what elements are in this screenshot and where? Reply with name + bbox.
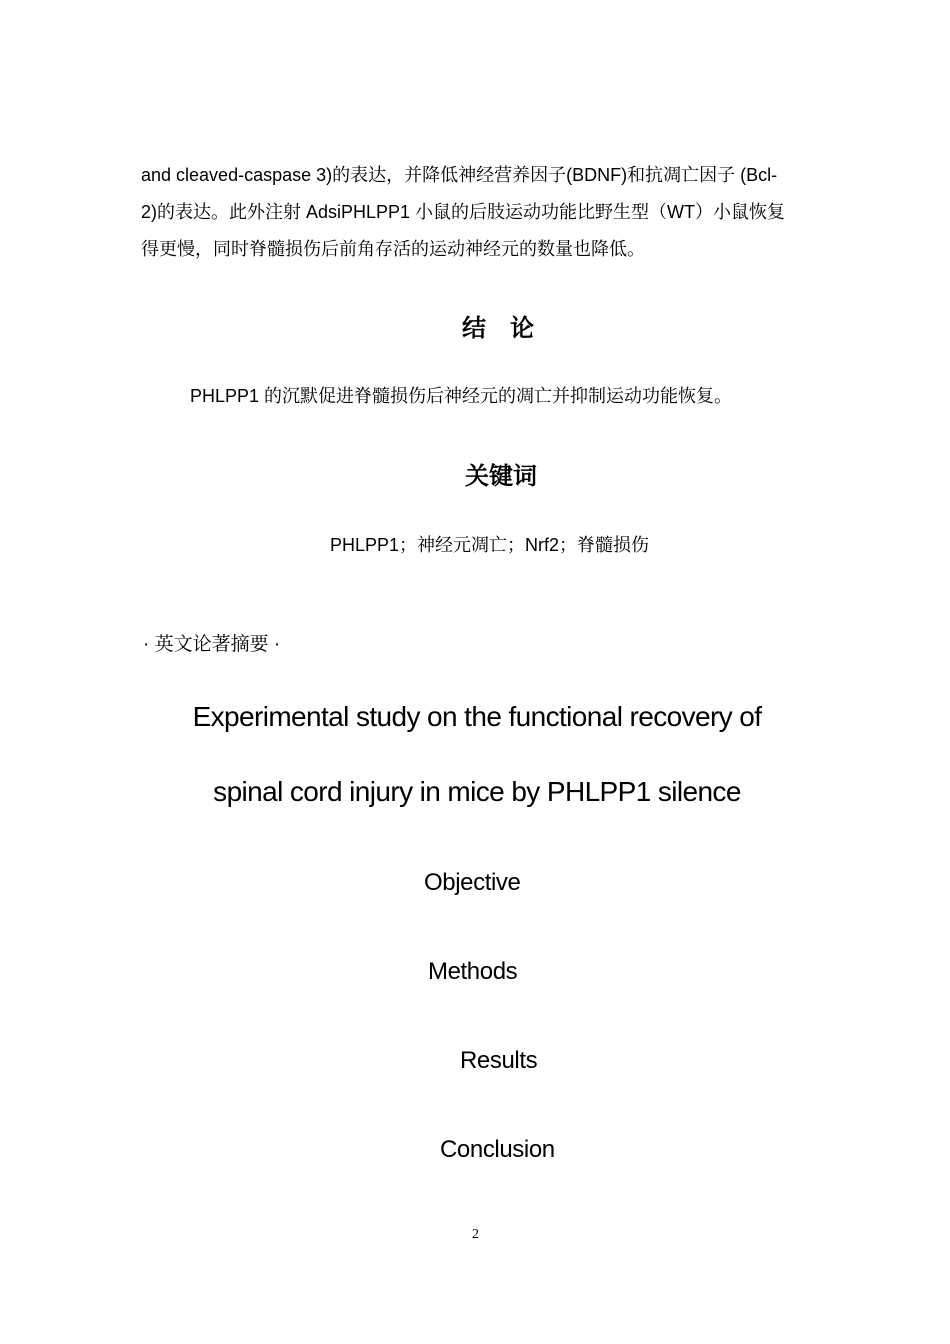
keywords-heading: 关键词 (465, 463, 537, 490)
results-paragraph-line-3: 得更慢，同时脊髓损伤后前角存活的运动神经元的数量也降低。 (141, 239, 645, 259)
results-heading: Results (460, 1047, 538, 1074)
english-abstract-section-label: · 英文论著摘要 · (143, 634, 281, 655)
results-paragraph-line-1: and cleaved-caspase 3)的表达，并降低神经营养因子(BDNF)和抗凋亡因子 (Bcl- (141, 165, 778, 185)
english-title-line-1: Experimental study on the functional recovery of (192, 701, 762, 732)
page-number: 2 (472, 1227, 479, 1242)
objective-heading: Objective (424, 869, 521, 896)
results-paragraph-line-2: 2)的表达。此外注射 AdsiPHLPP1 小鼠的后肢运动功能比野生型（WT）小鼠恢复 (141, 202, 786, 222)
conclusion-heading-en: Conclusion (440, 1136, 555, 1163)
keywords-text: PHLPP1；神经元凋亡；Nrf2；脊髓损伤 (330, 535, 650, 555)
conclusion-heading: 结 论 (462, 315, 534, 342)
methods-heading: Methods (428, 958, 518, 985)
english-title-line-2: spinal cord injury in mice by PHLPP1 silence (213, 776, 741, 807)
conclusion-text: PHLPP1 的沉默促进脊髓损伤后神经元的凋亡并抑制运动功能恢复。 (190, 386, 733, 406)
